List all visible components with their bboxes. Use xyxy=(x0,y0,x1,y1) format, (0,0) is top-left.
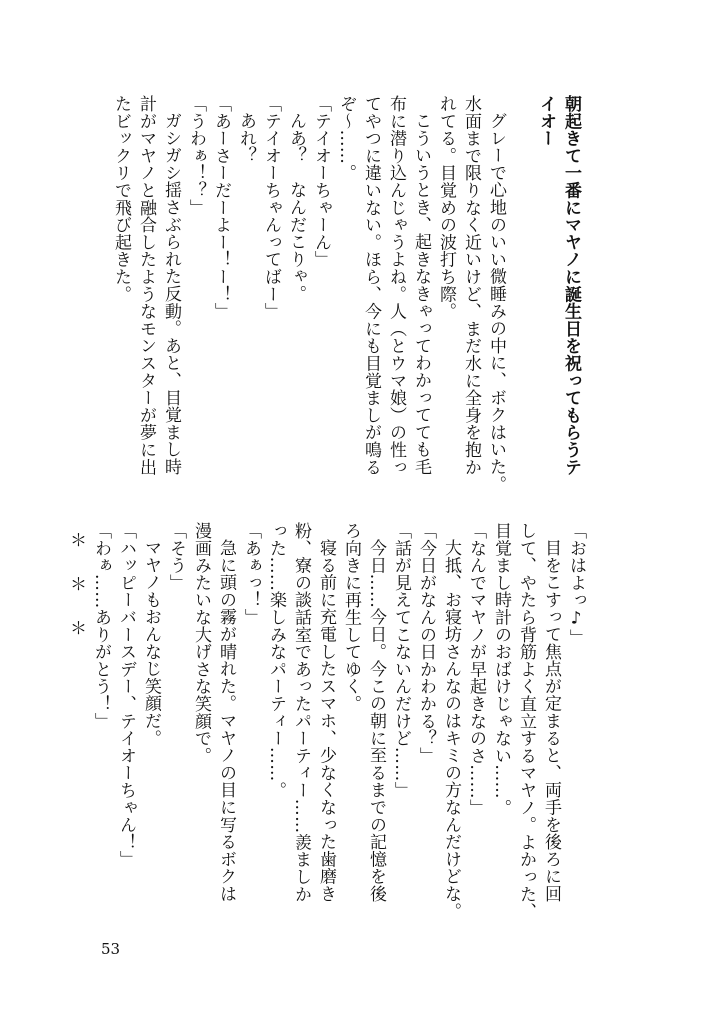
text-line: 寝る前に充電したスマホ、少なくなった歯磨き xyxy=(316,539,336,903)
text-line: たビックリで飛び起きた。 xyxy=(111,95,131,303)
text-line: ぞ～……。 xyxy=(336,95,356,182)
section-break: ＊＊＊ xyxy=(66,530,86,664)
text-line: てやつに違いない。ほら、今にも目覚ましが鳴る xyxy=(361,95,381,476)
text-line: 漫画みたいな大げさな笑顔で。 xyxy=(191,522,211,765)
text-line: んあ？ なんだこりゃ。 xyxy=(286,112,306,303)
dialogue-line: 「ハッピーバースデー、テイオーちゃん！」 xyxy=(116,522,136,868)
text-line: 目覚まし時計のおばけじゃない……。 xyxy=(491,522,511,817)
text-line: った……楽しみなパーティー……。 xyxy=(266,522,286,799)
text-line: グレーで心地のいい微睡みの中に、ボクはいた。 xyxy=(486,112,506,493)
dialogue-line: 「あぁっ！」 xyxy=(241,522,261,626)
text-line: 急に頭の霧が晴れた。マヤノの目に写るボクは xyxy=(216,539,236,903)
dialogue-line: 「今日がなんの日かわかる？」 xyxy=(416,522,436,765)
text-line: れてる。目覚めの波打ち際。 xyxy=(436,95,456,320)
text-line: 今日……今日。今この朝に至るまでの記憶を後 xyxy=(366,539,386,903)
text-block-bottom xyxy=(63,522,588,922)
text-line: ガシガシ揺さぶられた反動。あと、目覚まし時 xyxy=(161,112,181,476)
chapter-title: イオー xyxy=(536,95,556,147)
dialogue-line: 「テイオーちゃんってばー」 xyxy=(261,95,281,320)
dialogue-line: 「おはよっ♪」 xyxy=(566,522,586,647)
blank-line xyxy=(508,95,533,495)
text-line: ろ向きに再生してゆく。 xyxy=(341,522,361,713)
text-line: あれ？ xyxy=(236,112,256,164)
dialogue-line: 「話が見えてこないんだけど……」 xyxy=(391,522,411,799)
dialogue-line: 「なんでマヤノが早起きなのさ……」 xyxy=(466,522,486,817)
text-line: 水面まで限りなく近いけど、まだ水に全身を抱か xyxy=(461,95,481,476)
dialogue-line: 「あーさーだーよー！ー！」 xyxy=(211,95,231,320)
dialogue-line: 「うわぁ！？」 xyxy=(186,95,206,217)
text-block-top xyxy=(108,95,583,495)
text-line: 粉、寮の談話室であったパーティー……羨ましか xyxy=(291,522,311,903)
text-line: 布に潜り込んじゃうよね。人（とウマ娘）の性っ xyxy=(386,95,406,476)
text-line: こういうとき、起きなきゃってわかってても毛 xyxy=(411,112,431,476)
text-line: 目をこすって焦点が定まると、両手を後ろに回 xyxy=(541,539,561,903)
chapter-title: 朝起きて一番にマヤノに誕生日を祝ってもらうテ xyxy=(561,95,581,476)
text-line: して、やたら背筋よく直立するマヤノ。よかった、 xyxy=(516,522,536,920)
dialogue-line: 「テイオーちゃーん」 xyxy=(311,95,331,268)
dialogue-line: 「そう」 xyxy=(166,522,186,592)
text-line: マヤノもおんなじ笑顔だ。 xyxy=(141,539,161,747)
page-number: 53 xyxy=(101,940,121,958)
text-line: 大抵、お寝坊さんなのはキミの方なんだけどな。 xyxy=(441,539,461,920)
dialogue-line: 「わぁ……ありがとう！」 xyxy=(91,522,111,730)
text-line: 計がマヤノと融合したようなモンスターが夢に出 xyxy=(136,95,156,476)
